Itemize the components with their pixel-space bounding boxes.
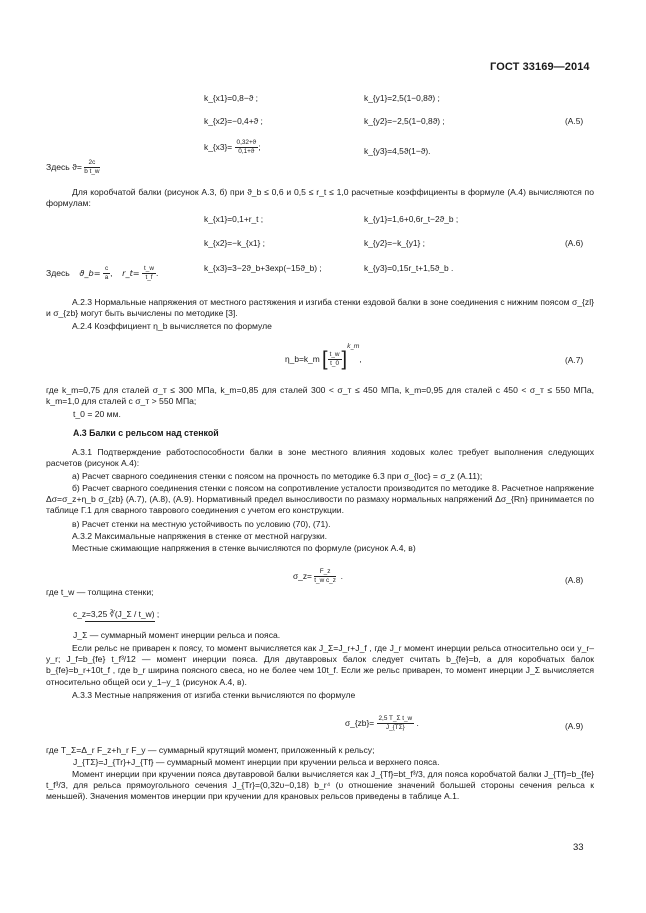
eq-a7-fraction xyxy=(328,352,342,368)
paragraph-torsion: Момент инерции при кручении пояса двутавровой балки вычисляется как J_{Tf}=bt_f³/3, для пояса коробчатой балки J_{Tf}=b_{fe} t_f³/3, для рельса прямоугольного сечения J_{Tr}=(0,32υ−0,18) b_r⁴ (υ отношение значений большей стороны сечения рельса к меньшей). Значения моментов инерции при кручении для крановых рельсов приведены в таблице А.1. xyxy=(46,769,594,802)
where-theta-prefix: Здесь ϑ= xyxy=(46,162,82,173)
eq-a8-fraction xyxy=(314,569,336,585)
list-item-b: б) Расчет сварного соединения стенки с поясом на сопротивление усталости производится по методике 8. Расчетное напряжение Δσ=σ_z+η_b σ_{zb} (А.7), (А.8), (А.9). Нормативный предел выносливости по размаху нормальных напряжений Δσ_{Rn} принимается по таблице Г.1 для сварного таврового соединения с учетом его конструкции. xyxy=(46,483,594,516)
eq-a7: η_b=k_m [ $\frac{t\_w}{t\_0}$ ]$^{k\_m}$, xyxy=(285,343,362,371)
paragraph-a224: А.2.4 Коэффициент η_b вычисляется по формуле xyxy=(72,321,272,331)
eq6-kx3: k_{x3}=3−2ϑ_b+3exp(−15ϑ_b) ; xyxy=(204,263,322,273)
where-theta-b-den: a xyxy=(104,274,109,282)
eq-a9 xyxy=(345,716,419,732)
paragraph-where-km: где k_m=0,75 для сталей σ_т ≤ 300 МПа, k_m=0,85 для сталей 300 < σ_т ≤ 450 МПа, k_m=0,95 для сталей с 450 < σ_т ≤ 550 МПа, k_m=1,0 для сталей с σ_т > 550 МПа; xyxy=(46,385,594,407)
eq-kx1: k_{x1}=0,8−ϑ ; xyxy=(204,93,258,103)
where-theta xyxy=(46,160,100,176)
eq6-ky1: k_{y1}=1,6+0,6r_t−2ϑ_b ; xyxy=(364,214,459,224)
eq-ky2: k_{y2}=−2,5(1−0,8ϑ) ; xyxy=(364,116,445,126)
eq-label-a6: (А.6) xyxy=(565,238,584,248)
paragraph-a31: А.3.1 Подтверждение работоспособности балки в зоне местного влияния ходовых колес требует выполнения следующих расчетов (рисунок А.4): xyxy=(46,447,594,469)
eq-label-a8: (А.8) xyxy=(565,575,584,585)
eq-kx3-fraction xyxy=(235,140,259,156)
eq-label-a9: (А.9) xyxy=(565,721,584,731)
eq6-ky2: k_{y2}=−k_{y1} ; xyxy=(364,238,426,248)
jsum-definition: J_Σ — суммарный момент инерции рельса и пояса. xyxy=(73,630,281,640)
where-theta-den: b t_w xyxy=(84,168,100,176)
eq-label-a7: (А.7) xyxy=(565,355,584,365)
section-title-a3: А.3 Балки с рельсом над стенкой xyxy=(73,428,219,438)
eq-a9-tail: . xyxy=(416,718,419,729)
eq-a8-tail: . xyxy=(340,571,343,582)
where-theta-b: ϑ_b= xyxy=(79,268,101,279)
eq-kx3: k_{x3}= $\frac{0,32+ϑ}{0,1+ϑ}$ ; xyxy=(204,139,261,156)
eq-a7-lhs: η_b=k_m xyxy=(285,354,320,364)
eq-label-a5: (А.5) xyxy=(565,116,584,126)
eq-a7-tail: , xyxy=(359,354,362,364)
eq-a7-exponent: k_m xyxy=(347,343,360,350)
eq6-ky3: k_{y3}=0,15r_t+1,5ϑ_b . xyxy=(364,263,454,273)
where-rt: r_t= xyxy=(122,268,140,279)
paragraph-a223: А.2.3 Нормальные напряжения от местного растяжения и изгиба стенки ездовой балки в зоне соединения с нижним поясом σ_{zl} и σ_{zb} могут быть вычислены по методике [3]. xyxy=(46,297,594,319)
list-item-a: а) Расчет сварного соединения стенки с поясом на прочность по методике 6.3 при σ_{loc} = σ_z (А.11); xyxy=(72,471,483,481)
where-tw: где t_w — толщина стенки; xyxy=(46,587,154,597)
eq-a7-num: t_w xyxy=(328,352,342,360)
where-rt-fraction xyxy=(142,266,156,282)
where-a6-prefix: Здесь xyxy=(46,268,70,279)
eq-kx3-den: 0,1+ϑ xyxy=(238,148,255,156)
eq-a9-den: J_{TΣ} xyxy=(385,724,405,732)
eq6-kx1: k_{x1}=0,1+r_t ; xyxy=(204,214,264,224)
eq-a9-fraction xyxy=(377,716,415,732)
eq-a8 xyxy=(293,569,343,585)
eq6-kx2: k_{x2}=−k_{x1} ; xyxy=(204,238,266,248)
eq-kx2: k_{x2}=−0,4+ϑ ; xyxy=(204,116,263,126)
where-theta-b-num: c xyxy=(103,266,110,274)
paragraph-box-girder: Для коробчатой балки (рисунок А.3, б) при ϑ_b ≤ 0,6 и 0,5 ≤ r_t ≤ 1,0 расчетные коэффициенты в формуле (А.4) вычисляются по формулам: xyxy=(46,187,594,209)
paragraph-a32: А.3.2 Максимальные напряжения в стенке от местной нагрузки. xyxy=(72,531,328,541)
paragraph-t0: t_0 = 20 мм. xyxy=(73,409,121,419)
eq-ky1: k_{y1}=2,5(1−0,8ϑ) ; xyxy=(364,93,440,103)
where-a6: Здесь ϑ_b= $\frac{c}{a}$ , r_t= $\frac{t\_w}{t\_f}$ . xyxy=(46,265,159,282)
eq-ky3: k_{y3}=4,5ϑ(1−ϑ). xyxy=(364,146,431,156)
where-jt: J_{TΣ}=J_{Tr}+J_{Tf} — суммарный момент инерции при кручении рельса и верхнего пояса. xyxy=(73,757,440,767)
page-number: 33 xyxy=(573,842,584,853)
cz-formula: c_z=3,25 ∛(J_Σ / t_w) ; xyxy=(73,609,160,619)
list-item-c: в) Расчет стенки на местную устойчивость по условию (70), (71). xyxy=(72,519,331,529)
where-theta-num: 2c xyxy=(84,160,99,168)
paragraph-a32b: Местные сжимающие напряжения в стенке вычисляются по формуле (рисунок А.4, в) xyxy=(72,543,416,553)
standard-number: ГОСТ 33169—2014 xyxy=(490,61,590,73)
paragraph-a33: А.3.3 Местные напряжения от изгиба стенки вычисляются по формуле xyxy=(72,690,356,700)
eq-a8-den: t_w c_z xyxy=(314,577,336,585)
where-theta-fraction xyxy=(84,160,99,176)
where-rt-num: t_w xyxy=(142,266,156,274)
where-theta-b-fraction xyxy=(103,266,110,282)
paragraph-rail: Если рельс не приварен к поясу, то момент вычисляется как J_Σ=J_r+J_f , где J_r момент инерции рельса относительно оси y_r–y_r; J_f=b_{fe} t_f³/12 — момент инерции пояса. Для двутавровых балок следует считать b_{fe}=b, а для коробчатых балок b_{fe}=b_r+10t_f , где b_r ширина поясного свеса, но не более чем 10t_f. Если же рельс приварен, то момент инерции J_Σ вычисляется относительно общей оси y_1–y_1 (рисунок А.4, в). xyxy=(46,643,594,687)
eq-a8-num: F_z xyxy=(314,569,336,577)
eq-a9-lhs: σ_{zb}= xyxy=(345,718,375,729)
eq-kx3-lhs: k_{x3}= xyxy=(204,142,233,153)
eq-a7-den: t_0 xyxy=(330,360,339,368)
eq-a9-num: 2,5 T_Σ t_w xyxy=(377,716,415,724)
where-rt-den: t_f xyxy=(145,274,153,282)
eq-a8-lhs: σ_z= xyxy=(293,571,312,582)
cz-underline xyxy=(85,621,155,622)
where-torque: где T_Σ=Δ_r F_z+h_r F_y — суммарный крутящий момент, приложенный к рельсу; xyxy=(46,745,375,755)
eq-kx3-num: 0,32+ϑ xyxy=(235,140,259,148)
